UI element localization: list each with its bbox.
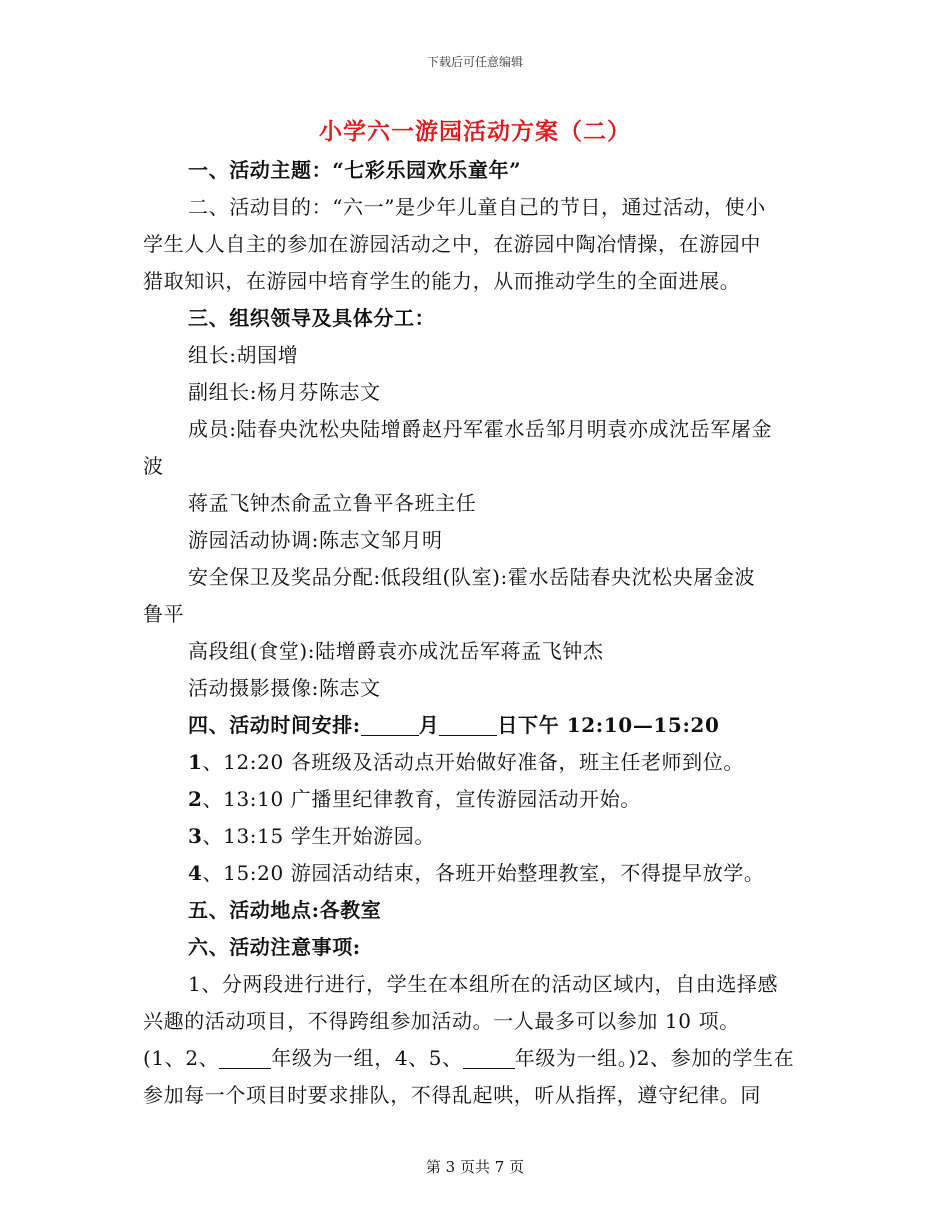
grade-blank-2: [463, 1046, 515, 1069]
coordination: 游园活动协调:陈志文邹月明: [188, 528, 443, 552]
schedule-item-number: 4: [188, 861, 203, 885]
schedule-item-3: [143, 818, 808, 855]
schedule-item-2: [143, 781, 808, 818]
schedule-item-number: 2: [188, 787, 203, 811]
note-grade-part-b: 年级为一组，4、5、: [271, 1046, 463, 1070]
note-1-line-1: 1、分两段进行进行，学生在本组所在的活动区域内，自由选择感: [188, 972, 779, 996]
section-theme: 一、活动主题：“七彩乐园欢乐童年”: [188, 158, 522, 182]
schedule-item-1: [143, 744, 808, 781]
page-footer: 第 3 页共 7 页: [425, 1158, 525, 1176]
schedule-prefix: 四、活动时间安排:: [188, 713, 361, 737]
schedule-item-text: 、12:20 各班级及活动点开始做好准备，班主任老师到位。: [202, 750, 744, 774]
section-purpose-line-1: 二、活动目的：“六一”是少年儿童自己的节日，通过活动，使小: [188, 195, 766, 219]
schedule-item-number: 3: [188, 824, 203, 848]
document-body: [143, 152, 808, 1114]
schedule-item-4: [143, 855, 808, 892]
security-line-2: 鲁平: [143, 602, 185, 626]
document-title: 小学六一游园活动方案（二）: [319, 118, 631, 145]
schedule-item-text: 、13:10 广播里纪律教育，宣传游园活动开始。: [202, 787, 641, 811]
schedule-month: 月: [418, 713, 440, 737]
schedule-item-text: 、13:15 学生开始游园。: [202, 824, 435, 848]
members-line-1: 成员:陆春央沈松央陆增爵赵丹军霍水岳邹月明袁亦成沈岳军屠金: [188, 417, 773, 441]
schedule-suffix: 日下午 12:10—15:20: [497, 713, 720, 737]
section-location: 五、活动地点:各教室: [188, 898, 382, 922]
vice-leader: 副组长:杨月芬陈志文: [188, 380, 381, 404]
members-line-3: 蒋孟飞钟杰俞孟立鲁平各班主任: [188, 491, 477, 515]
high-group: 高段组(食堂):陆增爵袁亦成沈岳军蒋孟飞钟杰: [188, 639, 604, 663]
note-1-line-2: 兴趣的活动项目，不得跨组参加活动。一人最多可以参加 10 项。: [143, 1009, 740, 1033]
schedule-item-number: 1: [188, 750, 203, 774]
photography: 活动摄影摄像:陈志文: [188, 676, 381, 700]
header-note: 下载后可任意编辑: [426, 55, 523, 69]
schedule-item-text: 、15:20 游园活动结束，各班开始整理教室，不得提早放学。: [202, 861, 765, 885]
grade-blank-1: [219, 1046, 271, 1069]
members-line-2: 波: [143, 454, 164, 478]
section-organization: 三、组织领导及具体分工：: [188, 306, 436, 330]
month-blank: [361, 713, 419, 736]
section-purpose-line-3: 猎取知识，在游园中培育学生的能力，从而推动学生的全面进展。: [143, 269, 741, 293]
security-line-1: 安全保卫及奖品分配:低段组(队室):霍水岳陆春央沈松央屠金波: [188, 565, 756, 589]
note-grade-part-c: 年级为一组。)2、参加的学生在: [514, 1046, 795, 1070]
day-blank: [439, 713, 497, 736]
section-schedule: [143, 707, 808, 744]
leader: 组长:胡国增: [188, 343, 299, 367]
note-grade-part-a: (1、2、: [143, 1046, 220, 1070]
section-purpose-line-2: 学生人人自主的参加在游园活动之中，在游园中陶冶情操，在游园中: [143, 232, 761, 256]
section-notes: 六、活动注意事项:: [188, 935, 361, 959]
note-2-line-1: 参加每一个项目时要求排队，不得乱起哄，听从指挥，遵守纪律。同: [143, 1083, 761, 1107]
note-1-line-3: [143, 1040, 808, 1077]
